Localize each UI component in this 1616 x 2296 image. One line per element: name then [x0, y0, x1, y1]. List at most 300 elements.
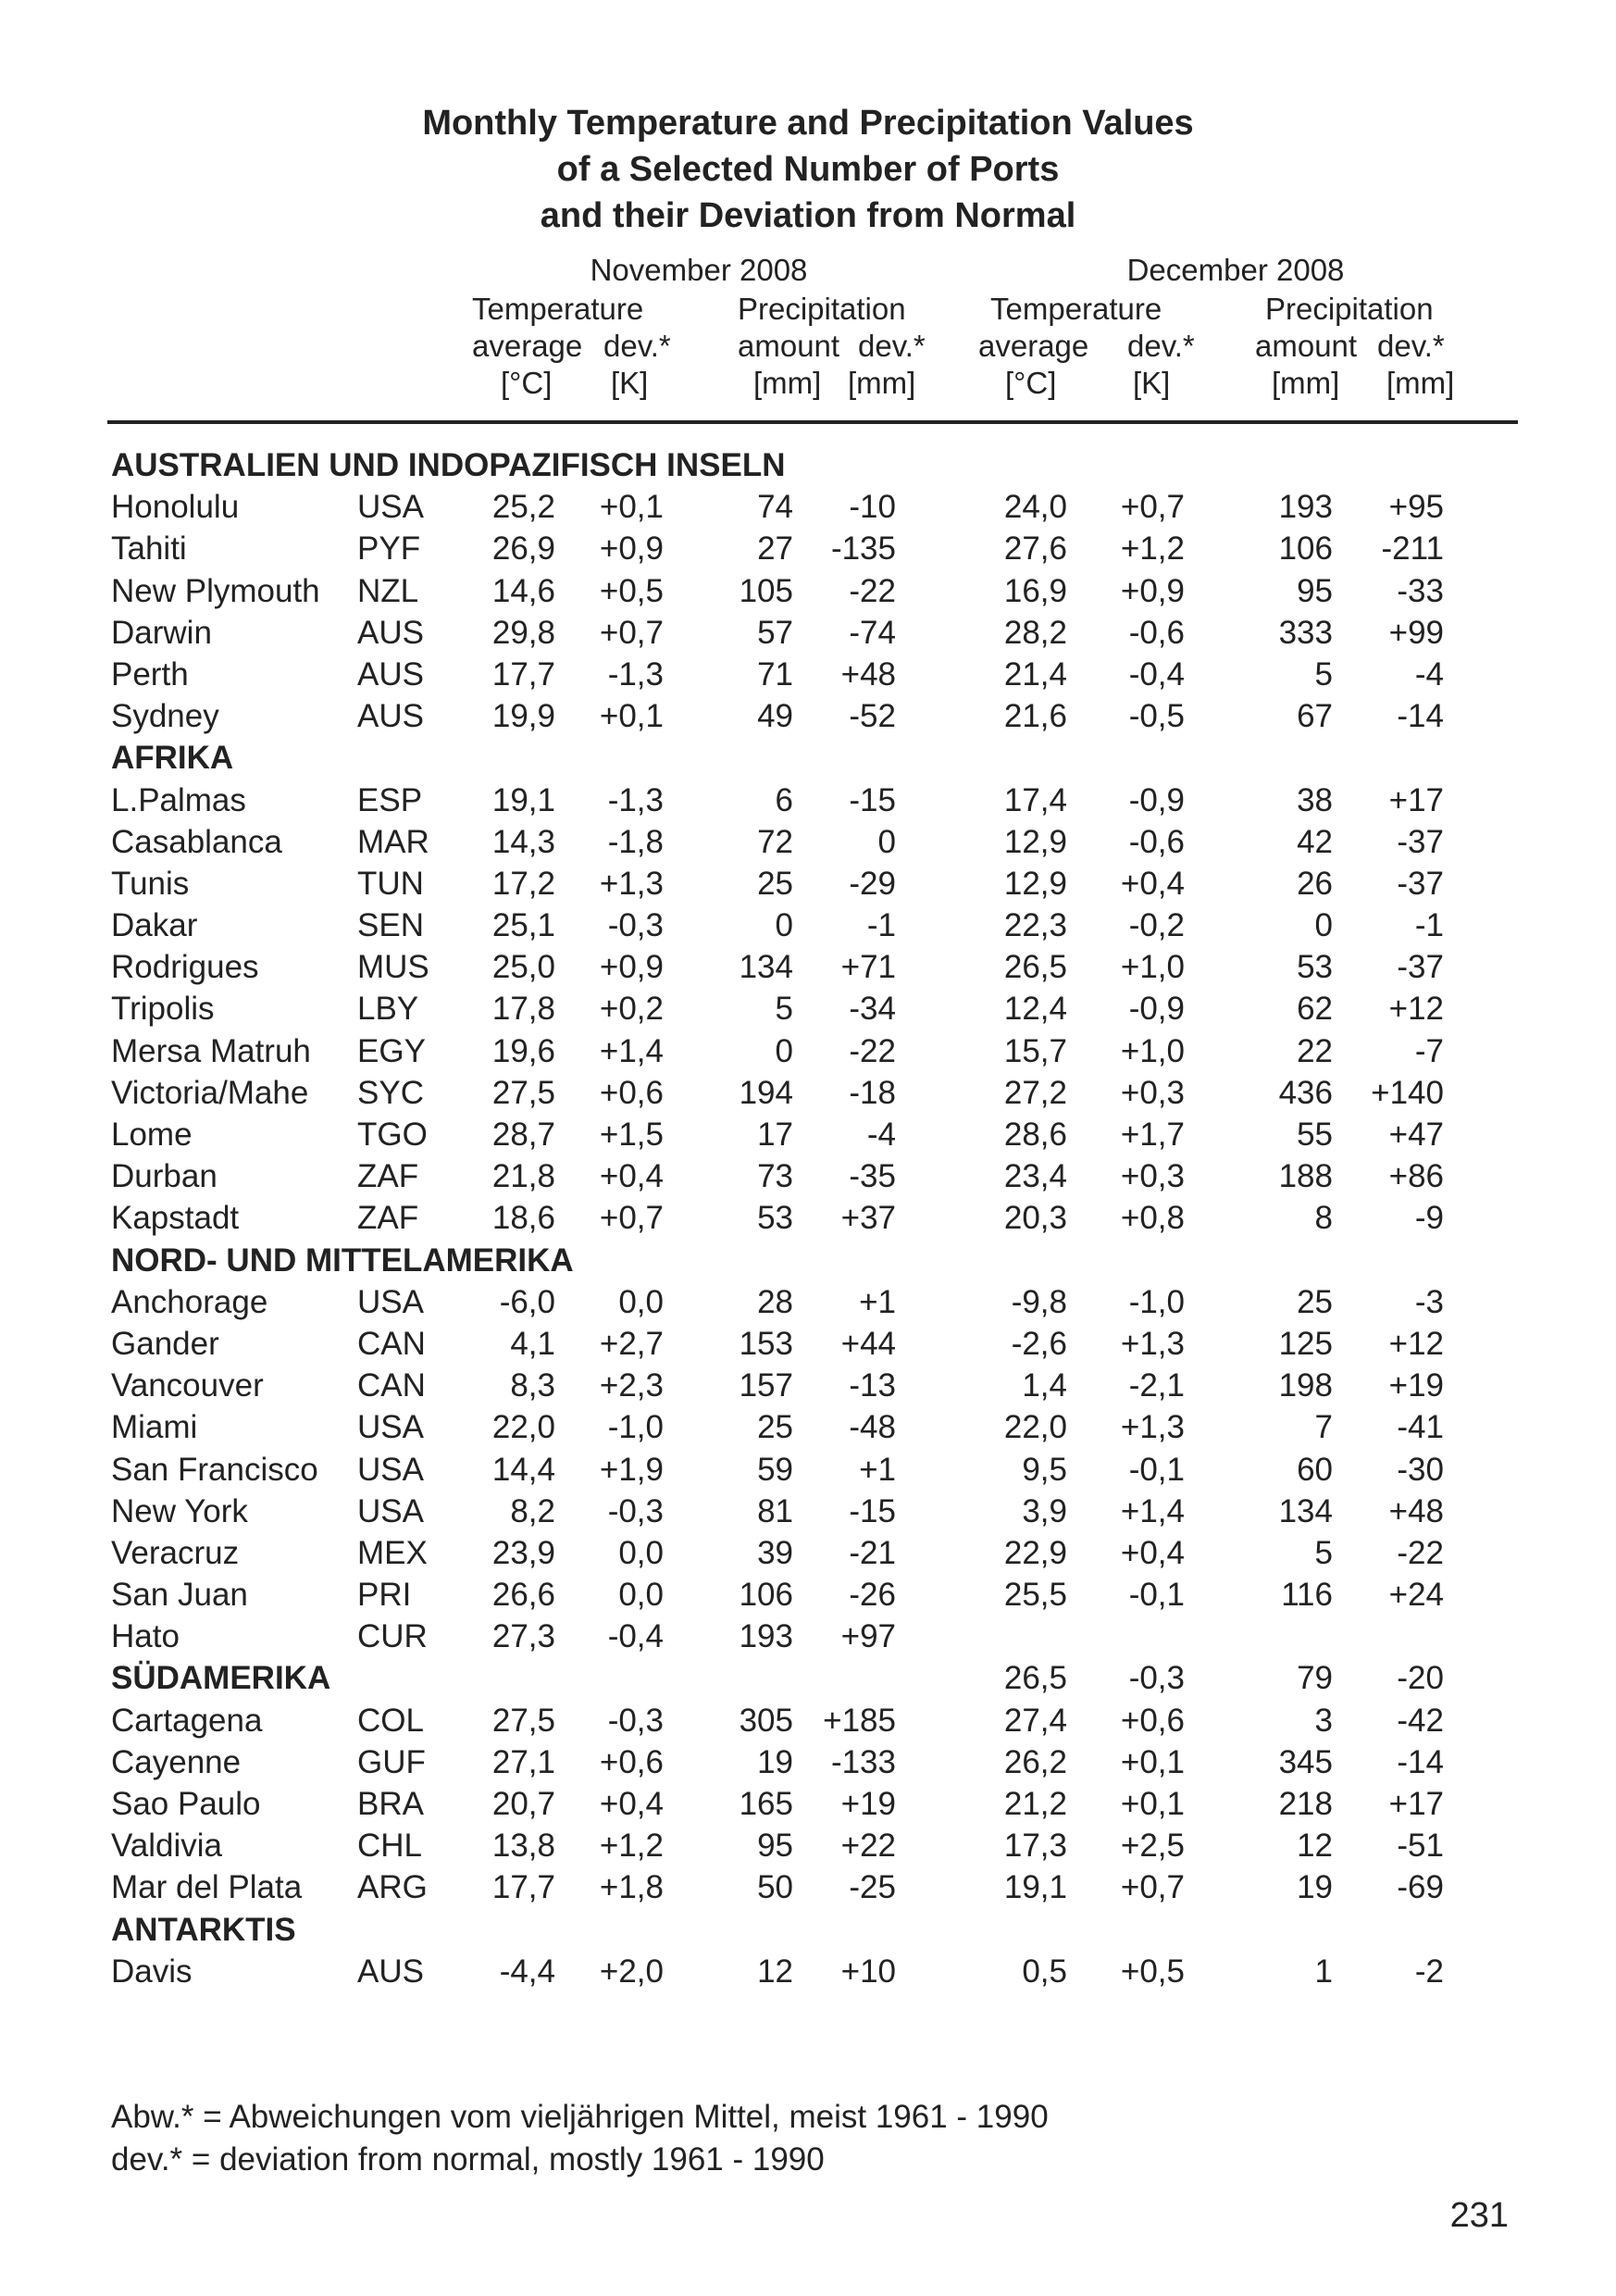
table-row — [0, 1700, 1616, 1741]
nov-temp-avg: 8,3 — [510, 1367, 555, 1404]
nov-temp-dev: 0,0 — [618, 1577, 664, 1614]
dec-prec-amount: 345 — [1278, 1743, 1333, 1780]
nov-temp-avg: 25,1 — [491, 907, 555, 944]
city-name: San Francisco — [111, 1451, 318, 1488]
nov-prec-amount: 194 — [739, 1074, 793, 1111]
nov-temp-dev: +0,4 — [599, 1158, 664, 1195]
dec-prec-dev: -1 — [1414, 907, 1444, 944]
nov-temp-avg: 28,7 — [491, 1117, 555, 1153]
city-name: Mersa Matruh — [111, 1032, 311, 1069]
header-dec-temperature: Temperature — [990, 292, 1162, 326]
nov-prec-dev: -22 — [849, 572, 896, 609]
page-number: 231 — [1449, 2196, 1509, 2235]
dec-temp-avg: 17,3 — [1003, 1828, 1067, 1865]
dec-temp-avg: 19,1 — [1003, 1869, 1067, 1906]
nov-prec-dev: +19 — [840, 1786, 896, 1822]
dec-temp-avg: 22,9 — [1003, 1534, 1067, 1571]
header-nov-temperature: Temperature — [472, 292, 644, 326]
nov-prec-dev: -135 — [830, 530, 896, 568]
city-name: Anchorage — [111, 1283, 268, 1320]
section-heading: ANTARKTIS — [111, 1911, 296, 1948]
dec-prec-dev: -211 — [1381, 530, 1444, 568]
country-code: GUF — [357, 1743, 426, 1780]
city-name: Perth — [111, 655, 189, 693]
nov-temp-avg: -4,4 — [499, 1953, 555, 1990]
nov-temp-dev: +2,3 — [599, 1367, 664, 1404]
header-nov-prec-dev: dev.* — [858, 329, 926, 363]
nov-prec-amount: 59 — [757, 1451, 793, 1488]
table-row — [0, 1741, 1616, 1783]
table-row — [0, 1825, 1616, 1866]
table-row — [0, 1406, 1616, 1448]
city-name: Casablanca — [111, 823, 282, 860]
nov-temp-avg: 19,6 — [491, 1032, 555, 1069]
dec-temp-dev: -0,3 — [1128, 1660, 1185, 1697]
nov-temp-dev: +0,1 — [599, 489, 664, 526]
nov-temp-avg: 29,8 — [491, 614, 555, 651]
country-code: USA — [357, 1283, 424, 1320]
section-heading: AFRIKA — [111, 740, 234, 777]
nov-prec-amount: 25 — [757, 865, 793, 902]
header-rule — [107, 420, 1518, 424]
city-name: Lome — [111, 1117, 193, 1153]
nov-prec-dev: +1 — [859, 1451, 896, 1488]
dec-prec-amount: 62 — [1297, 991, 1333, 1028]
section-heading: AUSTRALIEN UND INDOPAZIFISCH INSELN — [111, 447, 786, 483]
nov-prec-amount: 95 — [757, 1828, 793, 1865]
nov-temp-avg: 27,1 — [491, 1743, 555, 1780]
nov-prec-amount: 73 — [757, 1158, 793, 1195]
nov-temp-dev: -0,3 — [607, 1702, 664, 1739]
dec-prec-amount: 116 — [1281, 1577, 1333, 1614]
country-code: MAR — [357, 823, 429, 860]
nov-temp-dev: +1,9 — [599, 1451, 664, 1488]
dec-temp-dev: +0,6 — [1120, 1702, 1185, 1739]
dec-temp-avg: -2,6 — [1011, 1325, 1067, 1362]
dec-prec-amount: 198 — [1278, 1367, 1333, 1404]
nov-temp-avg: 21,8 — [491, 1158, 555, 1195]
dec-prec-amount: 19 — [1297, 1869, 1333, 1906]
dec-prec-amount: 193 — [1278, 489, 1333, 526]
city-name: Cartagena — [111, 1702, 263, 1739]
dec-temp-avg: 21,6 — [1003, 698, 1067, 735]
dec-temp-avg: 22,0 — [1003, 1409, 1067, 1446]
country-code: COL — [357, 1702, 424, 1739]
nov-prec-amount: 193 — [739, 1618, 793, 1655]
nov-temp-avg: 14,6 — [491, 572, 555, 609]
city-name: Miami — [111, 1409, 198, 1446]
nov-prec-amount: 57 — [757, 614, 793, 651]
nov-temp-dev: +0,7 — [599, 614, 664, 651]
dec-temp-avg: 16,9 — [1003, 572, 1067, 609]
dec-temp-dev: +1,0 — [1120, 1032, 1185, 1069]
dec-temp-dev: +1,2 — [1120, 530, 1185, 568]
dec-temp-avg: 27,4 — [1003, 1702, 1067, 1739]
nov-temp-dev: +0,9 — [599, 949, 664, 986]
country-code: MEX — [357, 1534, 428, 1571]
country-code: AUS — [357, 655, 424, 693]
country-code: BRA — [357, 1786, 424, 1822]
dec-prec-amount: 3 — [1314, 1702, 1333, 1739]
nov-prec-amount: 0 — [775, 907, 793, 944]
nov-temp-dev: 0,0 — [618, 1534, 664, 1571]
dec-prec-amount: 12 — [1297, 1828, 1333, 1865]
header-nov-average: average — [472, 329, 583, 363]
dec-prec-amount: 55 — [1297, 1117, 1333, 1153]
nov-temp-avg: 4,1 — [510, 1325, 555, 1362]
nov-temp-avg: 17,2 — [491, 865, 555, 902]
country-code: NZL — [357, 572, 419, 609]
nov-prec-dev: -52 — [849, 698, 896, 735]
city-name: Gander — [111, 1325, 219, 1362]
city-name: New Plymouth — [111, 572, 320, 609]
dec-prec-amount: 106 — [1278, 530, 1333, 568]
header-dec-unit-mm-dev: [mm] — [1386, 366, 1455, 400]
country-code: MUS — [357, 949, 429, 986]
city-name: Veracruz — [111, 1534, 240, 1571]
dec-temp-avg: 24,0 — [1003, 489, 1067, 526]
dec-prec-dev: -2 — [1414, 1953, 1444, 1990]
dec-prec-amount: 22 — [1297, 1032, 1333, 1069]
dec-prec-dev: +12 — [1388, 991, 1444, 1028]
country-code: CAN — [357, 1325, 426, 1362]
nov-temp-avg: 20,7 — [491, 1786, 555, 1822]
nov-prec-amount: 25 — [757, 1409, 793, 1446]
header-nov-unit-c: [°C] — [501, 366, 553, 400]
nov-temp-dev: +1,2 — [599, 1828, 664, 1865]
table-row — [0, 863, 1616, 905]
dec-prec-dev: -7 — [1414, 1032, 1444, 1069]
dec-prec-amount: 0 — [1314, 907, 1333, 944]
dec-prec-dev: -3 — [1414, 1283, 1444, 1320]
header-dec-unit-mm-amount: [mm] — [1272, 366, 1340, 400]
header-dec-prec-dev: dev.* — [1377, 329, 1445, 363]
header-dec-unit-c: [°C] — [1005, 366, 1057, 400]
nov-prec-dev: -18 — [849, 1074, 896, 1111]
dec-prec-amount: 95 — [1297, 572, 1333, 609]
dec-temp-dev: -0,5 — [1128, 698, 1185, 735]
nov-prec-dev: +22 — [840, 1828, 896, 1865]
dec-temp-avg: 26,5 — [1003, 1660, 1067, 1697]
nov-temp-dev: +0,1 — [599, 698, 664, 735]
nov-prec-amount: 28 — [757, 1283, 793, 1320]
dec-temp-dev: +0,5 — [1120, 1953, 1185, 1990]
nov-temp-avg: 26,6 — [491, 1577, 555, 1614]
dec-temp-avg: 21,2 — [1003, 1786, 1067, 1822]
country-code: CHL — [357, 1828, 423, 1865]
city-name: Kapstadt — [111, 1200, 240, 1237]
dec-temp-dev: +0,1 — [1120, 1743, 1185, 1780]
dec-prec-dev: -42 — [1397, 1702, 1444, 1739]
section-row — [0, 1657, 1616, 1699]
dec-prec-dev: +140 — [1371, 1074, 1444, 1111]
dec-prec-dev: -33 — [1397, 572, 1444, 609]
country-code: AUS — [357, 1953, 424, 1990]
country-code: CAN — [357, 1367, 426, 1404]
nov-temp-avg: 23,9 — [491, 1534, 555, 1571]
page-title — [0, 100, 1616, 239]
country-code: AUS — [357, 614, 424, 651]
nov-temp-avg: 13,8 — [491, 1828, 555, 1865]
nov-temp-avg: 26,9 — [491, 530, 555, 568]
country-code: TUN — [357, 865, 424, 902]
nov-prec-amount: 71 — [757, 655, 793, 693]
nov-temp-avg: 25,0 — [491, 949, 555, 986]
nov-prec-dev: -10 — [849, 489, 896, 526]
table-row — [0, 1532, 1616, 1574]
city-name: Dakar — [111, 907, 198, 944]
nov-prec-dev: -29 — [849, 865, 896, 902]
country-code: CUR — [357, 1618, 428, 1655]
nov-prec-dev: -34 — [849, 991, 896, 1028]
nov-prec-amount: 49 — [757, 698, 793, 735]
nov-temp-dev: +0,5 — [599, 572, 664, 609]
nov-prec-dev: +44 — [840, 1325, 896, 1362]
header-nov-unit-mm-dev: [mm] — [848, 366, 916, 400]
dec-prec-dev: +95 — [1388, 489, 1444, 526]
country-code: PYF — [357, 530, 421, 568]
dec-prec-dev: -4 — [1414, 655, 1444, 693]
dec-prec-dev: -14 — [1397, 698, 1444, 735]
dec-temp-dev: -0,6 — [1128, 614, 1185, 651]
country-code: ZAF — [357, 1158, 419, 1195]
dec-temp-dev: +1,7 — [1120, 1117, 1185, 1153]
dec-prec-amount: 125 — [1278, 1325, 1333, 1362]
city-name: New York — [111, 1492, 248, 1529]
nov-temp-dev: -1,3 — [607, 655, 664, 693]
dec-temp-dev: -0,9 — [1128, 991, 1185, 1028]
dec-temp-avg: 12,9 — [1003, 823, 1067, 860]
nov-prec-dev: +1 — [859, 1283, 896, 1320]
country-code: PRI — [357, 1577, 412, 1614]
dec-temp-dev: +0,7 — [1120, 1869, 1185, 1906]
dec-prec-amount: 134 — [1278, 1492, 1333, 1529]
city-name: Sao Paulo — [111, 1786, 261, 1822]
dec-temp-dev: +1,4 — [1120, 1492, 1185, 1529]
dec-prec-dev: +48 — [1388, 1492, 1444, 1529]
dec-temp-avg: 21,4 — [1003, 655, 1067, 693]
nov-temp-avg: 18,6 — [491, 1200, 555, 1237]
nov-temp-avg: 27,5 — [491, 1702, 555, 1739]
dec-temp-dev: -2,1 — [1128, 1367, 1185, 1404]
nov-prec-amount: 19 — [757, 1743, 793, 1780]
section-heading: SÜDAMERIKA — [111, 1660, 331, 1697]
dec-temp-avg: -9,8 — [1011, 1283, 1067, 1320]
nov-prec-dev: -25 — [849, 1869, 896, 1906]
nov-prec-amount: 74 — [757, 489, 793, 526]
nov-prec-dev: -26 — [849, 1577, 896, 1614]
dec-prec-amount: 60 — [1297, 1451, 1333, 1488]
header-dec-unit-k: [K] — [1133, 366, 1171, 400]
nov-prec-dev: +71 — [840, 949, 896, 986]
header-nov-precipitation: Precipitation — [738, 292, 906, 326]
city-name: Valdivia — [111, 1828, 222, 1865]
section-row — [0, 737, 1616, 779]
nov-prec-amount: 105 — [739, 572, 793, 609]
country-code: TGO — [357, 1117, 428, 1153]
dec-temp-dev: +0,3 — [1120, 1158, 1185, 1195]
nov-temp-avg: 17,8 — [491, 991, 555, 1028]
table-row — [0, 695, 1616, 737]
header-nov-unit-k: [K] — [611, 366, 649, 400]
nov-temp-dev: +1,3 — [599, 865, 664, 902]
dec-temp-avg: 17,4 — [1003, 781, 1067, 818]
dec-temp-dev: +0,4 — [1120, 865, 1185, 902]
dec-prec-amount: 53 — [1297, 949, 1333, 986]
table-row — [0, 1616, 1616, 1657]
city-name: Tripolis — [111, 991, 215, 1028]
header-dec-amount: amount — [1255, 329, 1358, 363]
nov-prec-amount: 12 — [757, 1953, 793, 1990]
dec-prec-amount: 7 — [1314, 1409, 1333, 1446]
dec-temp-avg: 27,2 — [1003, 1074, 1067, 1111]
nov-temp-dev: -0,3 — [607, 907, 664, 944]
dec-prec-amount: 1 — [1314, 1953, 1333, 1990]
nov-temp-avg: 14,4 — [491, 1451, 555, 1488]
nov-prec-dev: -48 — [849, 1409, 896, 1446]
data-table — [0, 444, 1616, 1992]
nov-temp-avg: 19,1 — [491, 781, 555, 818]
nov-prec-amount: 27 — [757, 530, 793, 568]
table-row — [0, 486, 1616, 528]
footnote-german: Abw.* = Abweichungen vom vieljährigen Mittel, meist 1961 - 1990 — [111, 2099, 1049, 2135]
table-row — [0, 1365, 1616, 1406]
dec-temp-dev: -0,9 — [1128, 781, 1185, 818]
nov-temp-avg: 27,3 — [491, 1618, 555, 1655]
dec-temp-dev: +1,3 — [1120, 1325, 1185, 1362]
dec-temp-avg: 23,4 — [1003, 1158, 1067, 1195]
table-row — [0, 1951, 1616, 1992]
dec-prec-amount: 8 — [1314, 1200, 1333, 1237]
dec-temp-avg: 15,7 — [1003, 1032, 1067, 1069]
nov-prec-dev: -1 — [866, 907, 896, 944]
country-code: ESP — [357, 781, 423, 818]
nov-temp-avg: -6,0 — [499, 1283, 555, 1320]
dec-temp-dev: +0,9 — [1120, 572, 1185, 609]
header-dec-precipitation: Precipitation — [1265, 292, 1434, 326]
header-november: November 2008 — [590, 253, 808, 287]
country-code: USA — [357, 1409, 424, 1446]
dec-prec-amount: 26 — [1297, 865, 1333, 902]
nov-prec-dev: 0 — [877, 823, 896, 860]
dec-temp-avg: 28,2 — [1003, 614, 1067, 651]
dec-temp-dev: -0,6 — [1128, 823, 1185, 860]
city-name: San Juan — [111, 1577, 248, 1614]
dec-temp-avg: 27,6 — [1003, 530, 1067, 568]
country-code: EGY — [357, 1032, 426, 1069]
city-name: L.Palmas — [111, 781, 246, 818]
nov-prec-amount: 17 — [757, 1117, 793, 1153]
dec-temp-dev: +0,3 — [1120, 1074, 1185, 1111]
dec-prec-amount: 218 — [1278, 1786, 1333, 1822]
nov-prec-amount: 134 — [739, 949, 793, 986]
table-row — [0, 1114, 1616, 1155]
nov-prec-dev: -35 — [849, 1158, 896, 1195]
table-row — [0, 1574, 1616, 1616]
dec-temp-avg: 25,5 — [1003, 1577, 1067, 1614]
nov-temp-dev: +1,5 — [599, 1117, 664, 1153]
nov-prec-dev: -4 — [866, 1117, 896, 1153]
table-row — [0, 1449, 1616, 1491]
nov-temp-dev: -1,3 — [607, 781, 664, 818]
city-name: Davis — [111, 1953, 193, 1990]
table-row — [0, 905, 1616, 946]
dec-prec-dev: -22 — [1397, 1534, 1444, 1571]
nov-prec-amount: 72 — [757, 823, 793, 860]
country-code: SEN — [357, 907, 424, 944]
nov-temp-dev: -1,8 — [607, 823, 664, 860]
city-name: Durban — [111, 1158, 218, 1195]
city-name: Rodrigues — [111, 949, 259, 986]
nov-prec-amount: 153 — [739, 1325, 793, 1362]
city-name: Mar del Plata — [111, 1869, 303, 1906]
header-dec-average: average — [978, 329, 1089, 363]
nov-temp-dev: +0,6 — [599, 1743, 664, 1780]
nov-temp-dev: +1,4 — [599, 1032, 664, 1069]
dec-temp-dev: +2,5 — [1120, 1828, 1185, 1865]
city-name: Sydney — [111, 698, 219, 735]
dec-prec-dev: -9 — [1414, 1200, 1444, 1237]
nov-temp-dev: +1,8 — [599, 1869, 664, 1906]
table-row — [0, 528, 1616, 569]
nov-prec-amount: 50 — [757, 1869, 793, 1906]
dec-prec-dev: +19 — [1388, 1367, 1444, 1404]
nov-prec-amount: 6 — [775, 781, 793, 818]
nov-temp-avg: 17,7 — [491, 655, 555, 693]
dec-temp-avg: 1,4 — [1022, 1367, 1067, 1404]
nov-prec-amount: 165 — [739, 1786, 793, 1822]
dec-temp-dev: -0,1 — [1128, 1451, 1185, 1488]
table-row — [0, 946, 1616, 988]
nov-prec-dev: -133 — [830, 1743, 896, 1780]
dec-temp-avg: 28,6 — [1003, 1117, 1067, 1153]
dec-prec-amount: 79 — [1297, 1660, 1333, 1697]
dec-prec-amount: 42 — [1297, 823, 1333, 860]
dec-prec-dev: +24 — [1388, 1577, 1444, 1614]
nov-prec-dev: +97 — [840, 1618, 896, 1655]
country-code: ARG — [357, 1869, 428, 1906]
dec-prec-dev: +17 — [1388, 781, 1444, 818]
dec-temp-dev: -0,4 — [1128, 655, 1185, 693]
dec-prec-amount: 188 — [1278, 1158, 1333, 1195]
city-name: Cayenne — [111, 1743, 242, 1780]
dec-temp-avg: 26,2 — [1003, 1743, 1067, 1780]
header-nov-amount: amount — [738, 329, 840, 363]
nov-temp-dev: +0,4 — [599, 1786, 664, 1822]
city-name: Darwin — [111, 614, 212, 651]
nov-prec-dev: +37 — [840, 1200, 896, 1237]
table-row — [0, 1491, 1616, 1532]
nov-temp-avg: 25,2 — [491, 489, 555, 526]
dec-prec-amount: 333 — [1278, 614, 1333, 651]
dec-prec-dev: -69 — [1397, 1869, 1444, 1906]
header-nov-unit-mm-amount: [mm] — [753, 366, 822, 400]
section-row — [0, 444, 1616, 486]
nov-temp-avg: 22,0 — [491, 1409, 555, 1446]
country-code: SYC — [357, 1074, 424, 1111]
nov-temp-dev: -0,4 — [607, 1618, 664, 1655]
header-december: December 2008 — [1126, 253, 1345, 287]
dec-prec-amount: 5 — [1314, 1534, 1333, 1571]
dec-prec-dev: +86 — [1388, 1158, 1444, 1195]
city-name: Victoria/Mahe — [111, 1074, 309, 1111]
dec-temp-dev: +1,3 — [1120, 1409, 1185, 1446]
nov-temp-avg: 27,5 — [491, 1074, 555, 1111]
dec-prec-amount: 5 — [1314, 655, 1333, 693]
nov-prec-dev: +185 — [823, 1702, 896, 1739]
table-row — [0, 1281, 1616, 1323]
country-code: ZAF — [357, 1200, 419, 1237]
